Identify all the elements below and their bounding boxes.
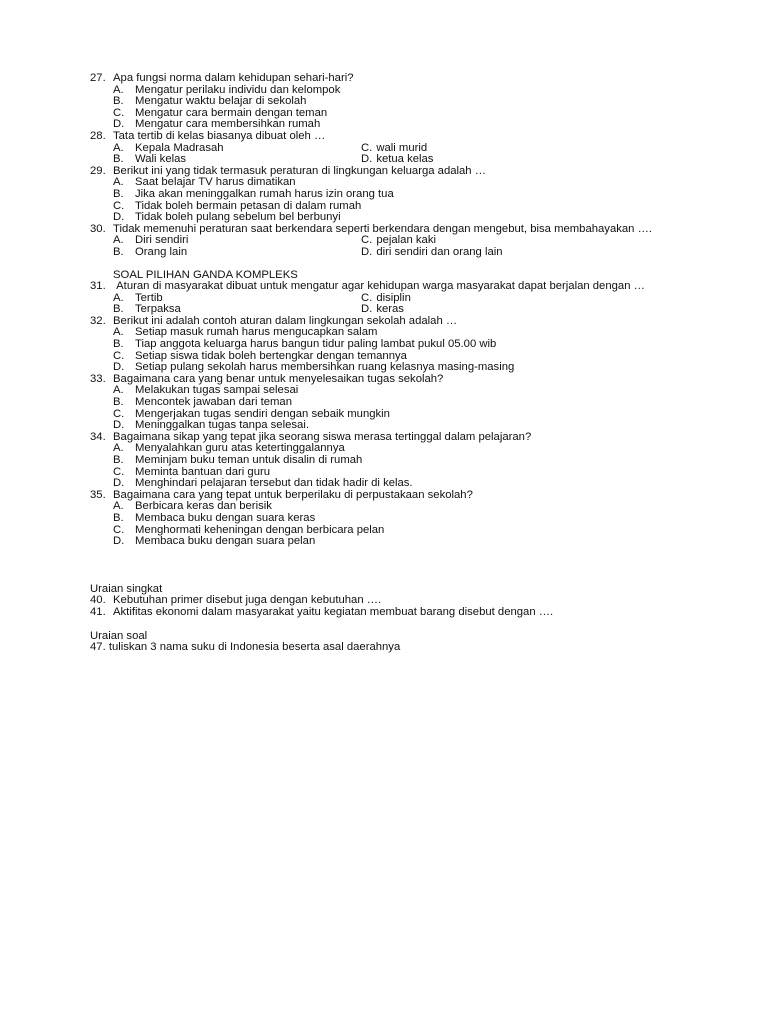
- question-number: 30.: [90, 222, 106, 235]
- option-c: C. Setiap siswa tidak boleh bertengkar dengan temannya: [113, 349, 407, 362]
- question-number: 34.: [90, 430, 106, 443]
- option-d: D. Setiap pulang sekolah harus membersihkan ruang kelasnya masing-masing: [113, 361, 515, 374]
- options-35: [113, 501, 670, 547]
- option-c: C. wali murid: [361, 141, 428, 154]
- question-number: 29.: [90, 164, 106, 177]
- option-d: D. keras: [361, 303, 404, 316]
- question-number: 32.: [90, 314, 106, 327]
- question-text: Berikut ini adalah contoh aturan dalam lingkungan sekolah adalah …: [113, 314, 458, 327]
- options-28: [113, 143, 670, 166]
- question-text: Kebutuhan primer disebut juga dengan kebutuhan ….: [113, 594, 382, 607]
- question-text: Bagaimana cara yang benar untuk menyelesaikan tugas sekolah?: [113, 372, 444, 385]
- spacer: [90, 619, 670, 631]
- question-number: 35.: [90, 488, 106, 501]
- section-title-complex: SOAL PILIHAN GANDA KOMPLEKS: [113, 268, 298, 281]
- option-a: A. Diri sendiri: [113, 234, 189, 247]
- options-27: [113, 85, 670, 131]
- question-number: 33.: [90, 372, 106, 385]
- option-b: B. Wali kelas: [113, 153, 187, 166]
- options-31: [113, 293, 670, 316]
- question-number: 31.: [90, 280, 106, 293]
- option-d: D. Mengatur cara membersihkan rumah: [113, 118, 321, 131]
- question-number: 40.: [90, 594, 106, 607]
- options-33: [113, 385, 670, 431]
- option-c: C. disiplin: [361, 291, 411, 304]
- option-b: B. Orang lain: [113, 245, 188, 258]
- question-number: 28.: [90, 129, 106, 142]
- option-a: A. Mengatur perilaku individu dan kelompok: [113, 83, 341, 96]
- option-d: D. diri sendiri dan orang lain: [361, 245, 503, 258]
- option-c: C. pejalan kaki: [361, 234, 436, 247]
- question-text: Berikut ini yang tidak termasuk peraturan di lingkungan keluarga adalah …: [113, 164, 487, 177]
- option-c: C. Mengerjakan tugas sendiri dengan sebaik mungkin: [113, 407, 390, 420]
- question-28: [90, 131, 670, 143]
- question-text: Bagaimana cara yang tepat untuk berperilaku di perpustakaan sekolah?: [113, 488, 473, 501]
- option-b: B. Mencontek jawaban dari teman: [113, 396, 292, 409]
- option-d: D. Menghindari pelajaran tersebut dan tidak hadir di kelas.: [113, 477, 413, 490]
- options-32: [113, 327, 670, 373]
- question-number: 41.: [90, 605, 106, 618]
- option-b: B. Meminjam buku teman untuk disalin di rumah: [113, 454, 363, 466]
- option-c: C. Menghormati keheningan dengan berbicara pelan: [113, 523, 385, 536]
- option-a: A. Berbicara keras dan berisik: [113, 500, 272, 513]
- option-b: B. Terpaksa: [113, 303, 181, 316]
- question-27: [90, 73, 670, 85]
- question-sheet: [90, 73, 670, 654]
- options-34: [113, 443, 670, 489]
- option-c: C. Meminta bantuan dari guru: [113, 465, 271, 478]
- option-b: B. Membaca buku dengan suara keras: [113, 511, 316, 524]
- option-a: A. Kepala Madrasah: [113, 141, 224, 154]
- question-text: Tata tertib di kelas biasanya dibuat oleh …: [113, 129, 326, 142]
- section-title-essay: Uraian soal: [90, 629, 148, 642]
- question-text: Apa fungsi norma dalam kehidupan sehari-hari?: [113, 72, 354, 84]
- option-c: C. Mengatur cara bermain dengan teman: [113, 106, 328, 119]
- option-c: C. Tidak boleh bermain petasan di dalam rumah: [113, 199, 362, 212]
- option-a: A. Setiap masuk rumah harus mengucapkan salam: [113, 326, 378, 339]
- option-b: B. Mengatur waktu belajar di sekolah: [113, 95, 307, 108]
- question-text: Aktifitas ekonomi dalam masyarakat yaitu kegiatan membuat barang disebut dengan ….: [113, 605, 554, 618]
- question-text: Aturan di masyarakat dibuat untuk mengatur agar kehidupan warga masyarakat dapat berjalan dengan …: [113, 280, 645, 293]
- question-text: Tidak memenuhi peraturan saat berkendara seperti berkendara dengan mengebut, bisa membahayakan ….: [113, 222, 653, 235]
- option-a: A. Saat belajar TV harus dimatikan: [113, 176, 296, 189]
- option-d: D. Meninggalkan tugas tanpa selesai.: [113, 419, 309, 432]
- question-47: 47. tuliskan 3 nama suku di Indonesia beserta asal daerahnya: [90, 641, 401, 654]
- options-30: [113, 235, 670, 258]
- question-31: [90, 281, 670, 293]
- option-d: D. Tidak boleh pulang sebelum bel berbunyi: [113, 211, 341, 224]
- option-b: B. Tiap anggota keluarga harus bangun tidur paling lambat pukul 05.00 wib: [113, 338, 497, 351]
- question-number: 27.: [90, 72, 106, 84]
- question-text: Bagaimana sikap yang tepat jika seorang siswa merasa tertinggal dalam pelajaran?: [113, 430, 532, 443]
- option-a: A. Menyalahkan guru atas ketertinggalannya: [113, 442, 345, 455]
- question-41: [90, 607, 670, 619]
- option-d: D. Membaca buku dengan suara pelan: [113, 535, 316, 548]
- option-a: A. Tertib: [113, 291, 163, 304]
- option-d: D. ketua kelas: [361, 153, 434, 166]
- options-29: [113, 177, 670, 223]
- option-a: A. Melakukan tugas sampai selesai: [113, 384, 299, 397]
- section-title-short: Uraian singkat: [90, 582, 163, 595]
- option-b: B. Jika akan meninggalkan rumah harus izin orang tua: [113, 187, 394, 200]
